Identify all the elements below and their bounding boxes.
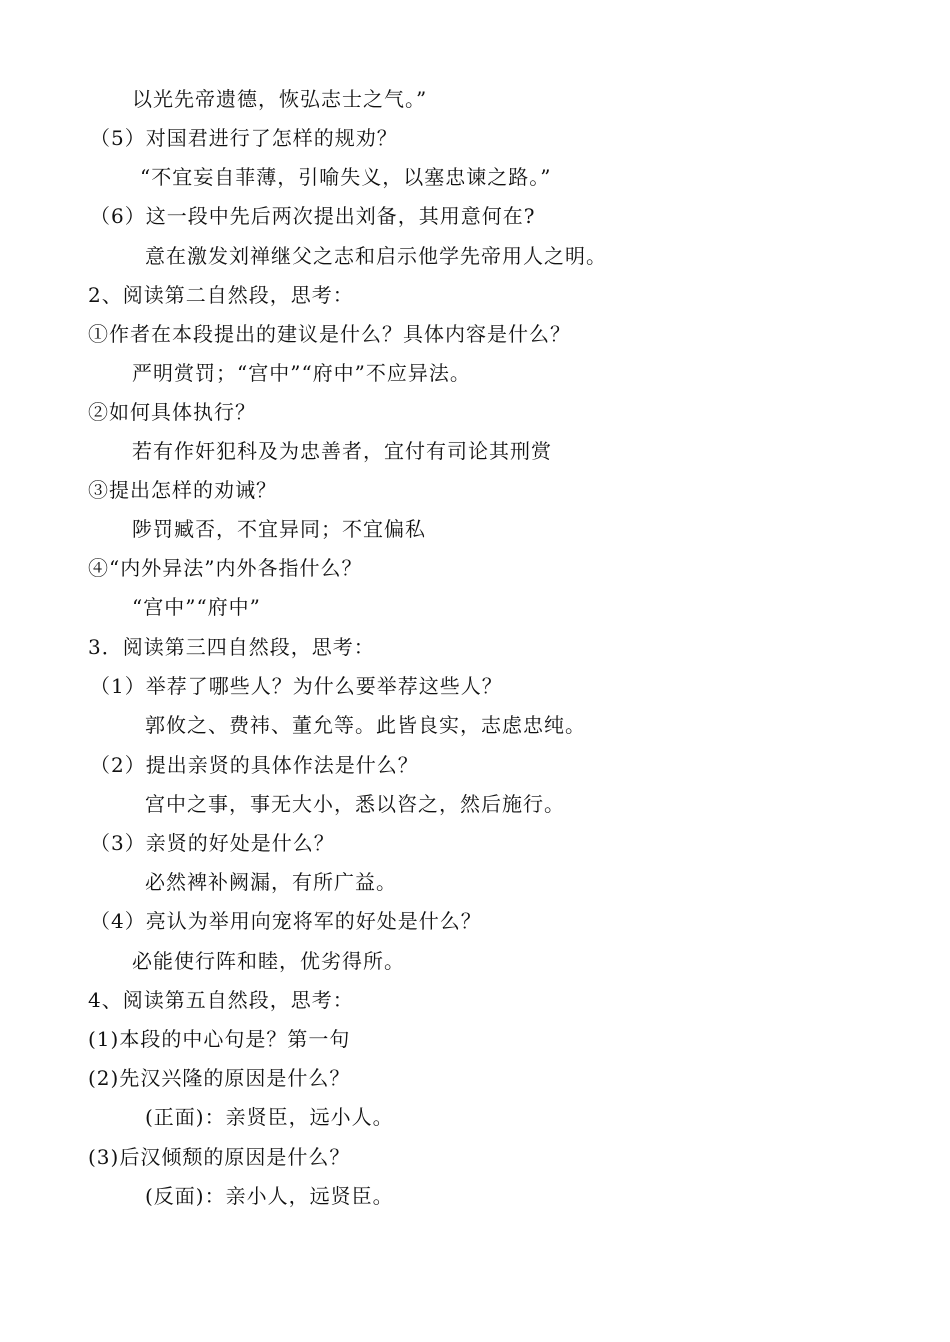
text-line: 2、阅读第二自然段，思考： — [88, 283, 354, 307]
text-line: 4、阅读第五自然段，思考： — [88, 988, 354, 1012]
text-line: 必能使行阵和睦，优劣得所。 — [132, 949, 405, 973]
text-line: 必然裨补阙漏，有所广益。 — [145, 870, 397, 894]
text-line: “宫中”“府中” — [132, 595, 261, 619]
text-line: 陟罚臧否，不宜异同；不宜偏私 — [132, 517, 426, 541]
text-line: 郭攸之、费祎、董允等。此皆良实，志虑忠纯。 — [145, 713, 586, 737]
text-line: 意在激发刘禅继父之志和启示他学先帝用人之明。 — [145, 244, 607, 268]
text-line: （2）提出亲贤的具体作法是什么？ — [90, 753, 419, 777]
text-line: “不宜妄自菲薄，引喻失义，以塞忠谏之路。” — [140, 165, 552, 189]
text-line: 以光先帝遗德，恢弘志士之气。” — [132, 87, 428, 111]
text-line: （3）亲贤的好处是什么？ — [90, 831, 335, 855]
text-line: ①作者在本段提出的建议是什么？具体内容是什么？ — [88, 322, 571, 346]
text-line: (2)先汉兴隆的原因是什么？ — [88, 1066, 351, 1090]
text-line: 3．阅读第三四自然段，思考： — [88, 635, 375, 659]
text-line: (3)后汉倾颓的原因是什么？ — [88, 1145, 351, 1169]
text-line: (反面)：亲小人，远贤臣。 — [145, 1184, 394, 1208]
text-line: （5）对国君进行了怎样的规劝？ — [90, 126, 398, 150]
text-line: （6）这一段中先后两次提出刘备，其用意何在? — [90, 204, 536, 228]
text-line: ②如何具体执行？ — [88, 400, 256, 424]
text-line: 宫中之事，事无大小，悉以咨之，然后施行。 — [145, 792, 565, 816]
text-line: ④“内外异法”内外各指什么？ — [88, 556, 363, 580]
text-line: (正面)：亲贤臣，远小人。 — [145, 1105, 394, 1129]
text-line: (1)本段的中心句是？第一句 — [88, 1027, 351, 1051]
text-line: （4）亮认为举用向宠将军的好处是什么？ — [90, 909, 482, 933]
text-line: 严明赏罚；“宫中”“府中”不应异法。 — [132, 361, 471, 385]
text-line: （1）举荐了哪些人？为什么要举荐这些人？ — [90, 674, 503, 698]
text-line: ③提出怎样的劝诫？ — [88, 478, 277, 502]
text-line: 若有作奸犯科及为忠善者，宜付有司论其刑赏 — [132, 439, 552, 463]
